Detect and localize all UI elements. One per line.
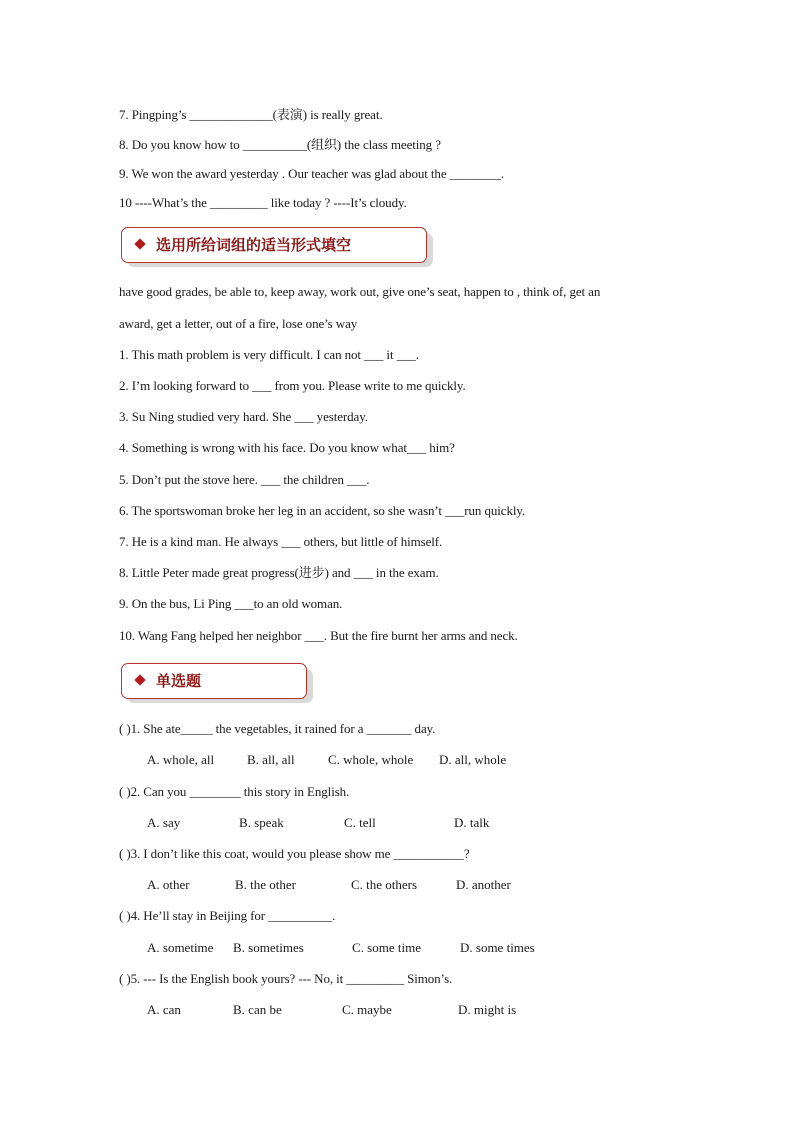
phrase-item-9: 9. On the bus, Li Ping ___to an old woman.	[119, 596, 343, 611]
fill-item-8: 8. Do you know how to __________(组织) the class meeting ?	[119, 137, 441, 152]
word-bank-line: award, get a letter, out of a fire, lose one’s way	[119, 316, 358, 331]
mc-option: A. whole, all	[147, 752, 215, 767]
mc-option: A. sometime	[147, 940, 214, 955]
mc-option: B. can be	[233, 1002, 282, 1017]
phrase-item-3: 3. Su Ning studied very hard. She ___ yesterday.	[119, 409, 368, 424]
mc-option: C. maybe	[342, 1002, 392, 1017]
mc-option: D. all, whole	[439, 752, 507, 767]
mc-option: C. whole, whole	[328, 752, 414, 767]
mc-option: A. other	[147, 877, 190, 892]
phrase-item-6: 6. The sportswoman broke her leg in an accident, so she wasn’t ___run quickly.	[119, 503, 526, 518]
mc-option: D. some times	[460, 940, 535, 955]
mc-option: C. the others	[351, 877, 418, 892]
fill-item-10: 10 ----What’s the _________ like today ? ----It’s cloudy.	[119, 195, 407, 210]
mc-option: B. speak	[239, 815, 284, 830]
banner-box	[121, 663, 307, 699]
mc-option: C. some time	[352, 940, 421, 955]
mc-option: B. the other	[235, 877, 297, 892]
phrase-item-1: 1. This math problem is very difficult. I can not ___ it ___.	[119, 347, 419, 362]
mc-question-stem: ( )1. She ate_____ the vegetables, it rained for a _______ day.	[119, 721, 436, 736]
phrase-item-4: 4. Something is wrong with his face. Do you know what___ him?	[119, 440, 455, 455]
mc-question-stem: ( )3. I don’t like this coat, would you please show me ___________?	[119, 846, 470, 861]
mc-option: C. tell	[344, 815, 376, 830]
mc-option: B. all, all	[247, 752, 295, 767]
mc-question-stem: ( )2. Can you ________ this story in English.	[119, 784, 350, 799]
mc-option: A. can	[147, 1002, 181, 1017]
word-bank-line: have good grades, be able to, keep away, work out, give one’s seat, happen to , think of, get an	[119, 284, 601, 299]
mc-option: D. talk	[454, 815, 490, 830]
mc-option: B. sometimes	[233, 940, 304, 955]
phrase-item-8: 8. Little Peter made great progress(进步) and ___ in the exam.	[119, 565, 439, 580]
fill-item-9: 9. We won the award yesterday . Our teacher was glad about the ________.	[119, 166, 505, 181]
fill-item-7: 7. Pingping’s _____________(表演) is really great.	[119, 107, 383, 122]
section-title: 选用所给词组的适当形式填空	[156, 236, 352, 254]
mc-option: D. might is	[458, 1002, 517, 1017]
mc-question-stem: ( )5. --- Is the English book yours? --- No, it _________ Simon’s.	[119, 971, 453, 986]
phrase-item-2: 2. I’m looking forward to ___ from you. Please write to me quickly.	[119, 378, 466, 393]
mc-option: D. another	[456, 877, 511, 892]
mc-section-banner	[121, 663, 307, 699]
section-title: 单选题	[156, 672, 202, 690]
mc-question-stem: ( )4. He’ll stay in Beijing for __________.	[119, 908, 336, 923]
mc-option: A. say	[147, 815, 181, 830]
phrase-item-10: 10. Wang Fang helped her neighbor ___. But the fire burnt her arms and neck.	[119, 628, 518, 643]
phrase-section-banner	[121, 227, 427, 263]
phrase-item-5: 5. Don’t put the stove here. ___ the children ___.	[119, 472, 370, 487]
phrase-item-7: 7. He is a kind man. He always ___ others, but little of himself.	[119, 534, 443, 549]
